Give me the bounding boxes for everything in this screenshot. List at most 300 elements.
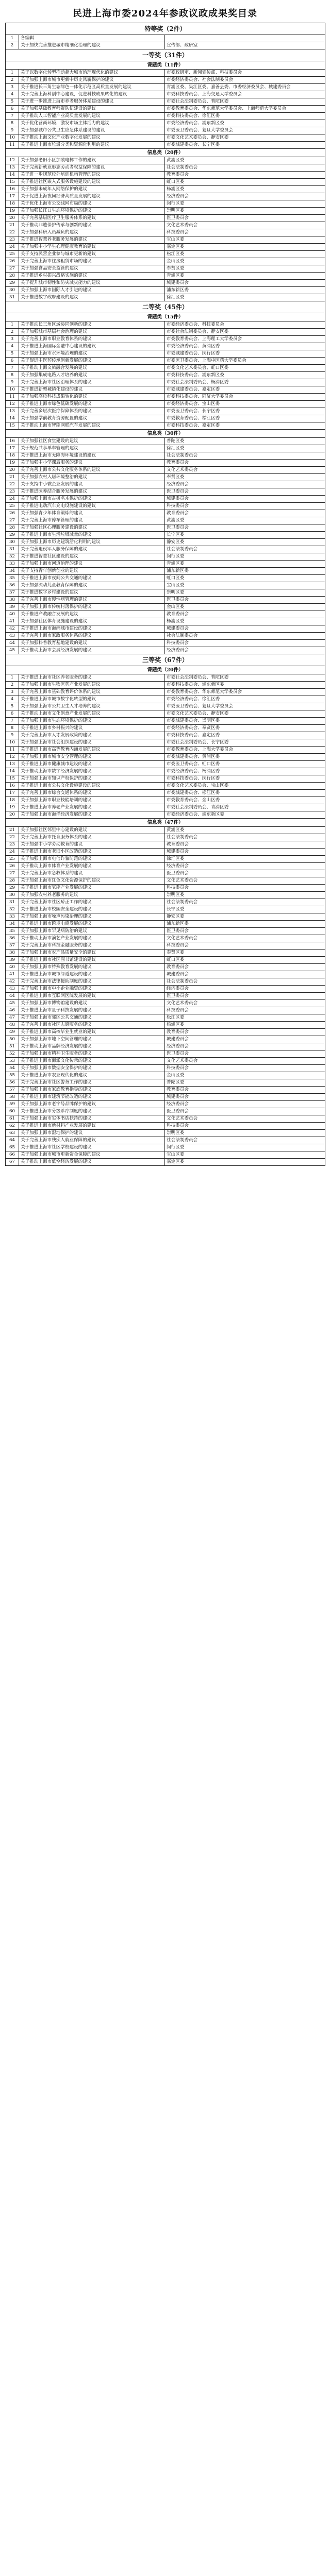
row-number: 18	[6, 797, 19, 804]
table-row	[6, 222, 325, 229]
row-number: 14	[6, 415, 19, 422]
row-title: 关于推动上海市品牌经济发展的建议	[19, 1043, 165, 1050]
row-number: 40	[6, 964, 19, 971]
table-row	[6, 827, 325, 834]
row-title: 关于加强上海市家庭教育指导的建议	[19, 1087, 165, 1094]
table-row	[6, 251, 325, 258]
table-row	[6, 1087, 325, 1094]
row-number: 1	[6, 321, 19, 329]
table-row	[6, 379, 325, 386]
row-title: 关于推动上海市文化创意产业发展的建议	[19, 710, 165, 718]
category-label: 课题类（11件）	[6, 61, 325, 70]
table-row	[6, 91, 325, 98]
row-unit: 松江区委	[165, 1014, 325, 1022]
row-title: 关于推进智慧社区建设的建议	[19, 553, 165, 561]
row-number: 7	[6, 113, 19, 120]
row-title: 关于加快完善推进城市精细化治理的建议	[19, 42, 165, 49]
row-number: 25	[6, 503, 19, 510]
row-title: 关于加强城市基层社会治理的建议	[19, 329, 165, 336]
table-row	[6, 964, 325, 971]
row-number: 47	[6, 1014, 19, 1022]
table-row	[6, 186, 325, 193]
row-number: 23	[6, 841, 19, 849]
table-row	[6, 70, 325, 77]
row-number: 60	[6, 1108, 19, 1115]
row-number: 51	[6, 1043, 19, 1050]
table-row	[6, 986, 325, 993]
row-title: 关于完善上海市综合交通体系的建议	[19, 790, 165, 797]
row-unit: 青浦区委、吴江区委、嘉善县委、市委经济委员会、城建委员会	[165, 84, 325, 91]
row-title: 关于加强农村养老服务的建议	[19, 892, 165, 899]
row-number: 28	[6, 877, 19, 885]
row-unit: 闵行区委	[165, 200, 325, 208]
row-title: 关于推进上海市海绵城市建设的建议	[19, 625, 165, 633]
row-unit: 市委城建委员会、崇明区委	[165, 718, 325, 725]
row-title: 关于推进上海市农业现代化的建议	[19, 1072, 165, 1079]
row-unit: 徐汇区委	[165, 294, 325, 301]
row-title: 关于完善上海市托育服务体系的建议	[19, 834, 165, 841]
row-unit: 医卫委员会	[165, 870, 325, 877]
row-unit: 市委文化艺术委员会、宝山区委	[165, 783, 325, 790]
row-unit: 市委经济委员会、徐汇区委	[165, 696, 325, 703]
row-number: 27	[6, 870, 19, 877]
award-table-body	[6, 23, 325, 1166]
row-unit: 市委经济委员会、杨浦区委	[165, 768, 325, 775]
row-number: 12	[6, 157, 19, 164]
row-number: 12	[6, 754, 19, 761]
table-row	[6, 343, 325, 350]
row-number: 30	[6, 539, 19, 546]
table-row	[6, 870, 325, 877]
row-number: 13	[6, 164, 19, 172]
table-row	[6, 113, 325, 120]
row-unit: 经济委员会	[165, 1101, 325, 1108]
row-unit: 教育委员会	[165, 841, 325, 849]
row-title: 关于加强科普教育基地建设的建议	[19, 640, 165, 647]
row-unit: 嘉定区委	[165, 1159, 325, 1166]
category-label: 信息类（20件）	[6, 149, 325, 157]
row-unit: 金山区委	[165, 258, 325, 265]
table-row	[6, 460, 325, 467]
table-row	[6, 336, 325, 343]
row-number: 20	[6, 467, 19, 474]
row-title: 关于推进上海市跨境电商发展的建议	[19, 921, 165, 928]
row-number: 17	[6, 193, 19, 200]
table-row	[6, 524, 325, 532]
table-row	[6, 208, 325, 215]
row-unit: 市委教育委员会、金山区委	[165, 797, 325, 804]
row-title: 关于支持民营企业参与城市更新的建议	[19, 251, 165, 258]
row-title: 关于推动上海文化产业数字化发展的建议	[19, 134, 165, 142]
table-row	[6, 739, 325, 747]
row-title: 关于推进数字乡村建设的建议	[19, 589, 165, 597]
table-row	[6, 1050, 325, 1058]
table-row	[6, 98, 325, 106]
table-row	[6, 1022, 325, 1029]
table-row	[6, 1159, 325, 1166]
tier-label: 二等奖（45件）	[6, 301, 325, 313]
row-number: 15	[6, 775, 19, 783]
row-unit: 市委城建委员会、嘉定区委	[165, 386, 325, 394]
row-title: 关于加强集成电路人才培养的建议	[19, 372, 165, 379]
table-row	[6, 532, 325, 539]
row-number: 24	[6, 244, 19, 251]
row-title: 关于推动上海市会展经济发展的建议	[19, 647, 165, 654]
row-number: 66	[6, 1151, 19, 1159]
row-title: 关于加强长江口生态环境保护的建议	[19, 208, 165, 215]
row-number: 46	[6, 1007, 19, 1014]
row-unit: 市委教育委员会、松江区委	[165, 415, 325, 422]
row-number: 65	[6, 1144, 19, 1151]
row-unit: 文化艺术委员会	[165, 877, 325, 885]
row-unit: 奉贤区委	[165, 265, 325, 273]
row-unit: 宝山区委	[165, 582, 325, 589]
row-title: 关于加强高校科技成果转化的建议	[19, 394, 165, 401]
table-row	[6, 236, 325, 244]
row-number: 3	[6, 336, 19, 343]
table-row	[6, 640, 325, 647]
row-title: 关于加强上海市地下空间管理的建议	[19, 1036, 165, 1043]
row-number: 36	[6, 582, 19, 589]
row-unit: 市委医卫委员会、上海中医药大学委员会	[165, 358, 325, 365]
row-unit: 城建委员会	[165, 1094, 325, 1101]
row-title: 关于完善上海市基础教育评价体系的建议	[19, 689, 165, 696]
row-unit: 市委科技委员会、浦东新区委	[165, 372, 325, 379]
table-row	[6, 386, 325, 394]
row-title: 关于推进电动汽车充电设施建设的建议	[19, 503, 165, 510]
row-number: 2	[6, 329, 19, 336]
table-row	[6, 633, 325, 640]
table-row	[6, 892, 325, 899]
row-unit: 市委经济委员会、浦东新区委	[165, 811, 325, 819]
row-number: 56	[6, 1079, 19, 1087]
row-number: 24	[6, 849, 19, 856]
table-row	[6, 696, 325, 703]
row-number: 64	[6, 1137, 19, 1144]
row-unit: 科技委员会	[165, 503, 325, 510]
row-number: 44	[6, 640, 19, 647]
row-title: 关于推进上海市乡村振兴的建议	[19, 725, 165, 732]
row-number: 11	[6, 747, 19, 754]
row-unit: 文化艺术委员会	[165, 467, 325, 474]
row-title: 关于加强老旧小区加装电梯工作的建议	[19, 157, 165, 164]
row-number: 20	[6, 215, 19, 222]
table-row	[6, 561, 325, 568]
table-row	[6, 885, 325, 892]
row-unit: 崇明区委	[165, 892, 325, 899]
row-title: 关于推进智慧养老服务发展的建议	[19, 236, 165, 244]
row-unit: 市委教育委员会、上海大学委员会	[165, 747, 325, 754]
row-title: 关于加强上海市中小企业融资的建议	[19, 986, 165, 993]
table-row	[6, 546, 325, 553]
row-number: 37	[6, 942, 19, 950]
row-number: 36	[6, 935, 19, 942]
table-row	[6, 725, 325, 732]
row-unit: 社会法制委员会	[165, 899, 325, 906]
row-unit: 宝山区委	[165, 1151, 325, 1159]
row-number: 15	[6, 422, 19, 430]
table-row	[6, 200, 325, 208]
table-row	[6, 1094, 325, 1101]
row-title: 关于推进上海市建筑节能改造的建议	[19, 1094, 165, 1101]
row-title: 关于推进社区嵌入式服务设施建设的建议	[19, 179, 165, 186]
row-unit: 宣传部、政研室	[165, 42, 325, 49]
row-title: 关于推进上海市无障碍环境建设的建议	[19, 452, 165, 460]
table-row	[6, 971, 325, 978]
row-unit: 教育委员会	[165, 510, 325, 517]
table-row	[6, 790, 325, 797]
row-unit: 市委医卫委员会、复旦大学委员会	[165, 703, 325, 710]
row-number: 4	[6, 343, 19, 350]
row-title: 关于推进上海市老旧小区改造的建议	[19, 849, 165, 856]
row-title: 关于推进上海市公共文化设施建设的建议	[19, 783, 165, 790]
table-row	[6, 568, 325, 575]
row-title: 关于加强科研人员减负的建议	[19, 229, 165, 236]
row-unit: 普陀区委	[165, 438, 325, 445]
row-number: 41	[6, 618, 19, 625]
row-title: 关于加强上海市古树名木保护的建议	[19, 496, 165, 503]
row-number: 1	[6, 35, 19, 42]
row-number: 17	[6, 445, 19, 452]
table-row	[6, 1101, 325, 1108]
table-row	[6, 258, 325, 265]
row-number: 39	[6, 957, 19, 964]
row-title: 关于加强上海市博物馆建设的建议	[19, 1000, 165, 1007]
tier-header-row	[6, 23, 325, 35]
table-row	[6, 899, 325, 906]
row-number: 23	[6, 488, 19, 496]
row-title: 关于完善上海市停车管理的建议	[19, 517, 165, 524]
row-unit: 教育委员会	[165, 1087, 325, 1094]
row-number: 14	[6, 172, 19, 179]
row-number: 45	[6, 647, 19, 654]
row-unit: 教育委员会	[165, 460, 325, 467]
row-title: 关于加强上海市社会组织建设的建议	[19, 739, 165, 747]
row-unit: 市委社会法制委员会、静安区委	[165, 329, 325, 336]
table-row	[6, 1130, 325, 1137]
table-row	[6, 761, 325, 768]
row-unit: 市委经济委员会、奉贤区委	[165, 725, 325, 732]
row-number: 25	[6, 251, 19, 258]
row-unit: 杨浦区委	[165, 186, 325, 193]
row-number: 30	[6, 287, 19, 294]
table-row	[6, 978, 325, 986]
row-title: 关于推进上海市城市绿道建设的建议	[19, 971, 165, 978]
row-unit: 黄浦区委	[165, 157, 325, 164]
table-row	[6, 134, 325, 142]
row-unit: 市委教育委员会、上海理工大学委员会	[165, 336, 325, 343]
row-number: 18	[6, 200, 19, 208]
table-row	[6, 329, 325, 336]
row-unit: 静安区委	[165, 913, 325, 921]
row-number: 22	[6, 834, 19, 841]
table-row	[6, 1043, 325, 1050]
row-title: 关于推进乡村振兴战略实施的建议	[19, 273, 165, 280]
row-number: 37	[6, 589, 19, 597]
row-number: 32	[6, 553, 19, 561]
row-unit: 市委社会法制委员会、普陀区委	[165, 98, 325, 106]
row-title: 关于加强上海市老字号品牌保护的建议	[19, 1101, 165, 1108]
row-number: 7	[6, 365, 19, 372]
table-row	[6, 647, 325, 654]
row-unit: 奉贤区委	[165, 474, 325, 481]
row-number: 8	[6, 372, 19, 379]
row-title: 关于完善上海市职业教育体系的建议	[19, 336, 165, 343]
row-unit: 社会法制委员会	[165, 834, 325, 841]
table-row	[6, 935, 325, 942]
row-unit: 教育委员会	[165, 172, 325, 179]
row-title: 关于推进上海市高校毕业生就业的建议	[19, 1029, 165, 1036]
row-unit: 经济委员会	[165, 1043, 325, 1050]
row-number: 23	[6, 236, 19, 244]
row-number: 53	[6, 1058, 19, 1065]
row-title: 关于加强农村人居环境整治的建议	[19, 474, 165, 481]
row-title: 关于完善上海市急救体系的建议	[19, 870, 165, 877]
row-number: 3	[6, 689, 19, 696]
table-row	[6, 1137, 325, 1144]
table-row	[6, 877, 325, 885]
row-number: 7	[6, 718, 19, 725]
row-title: 各编辑	[19, 35, 165, 42]
table-row	[6, 682, 325, 689]
table-row	[6, 718, 325, 725]
row-number: 11	[6, 394, 19, 401]
table-row	[6, 783, 325, 790]
row-number: 5	[6, 703, 19, 710]
row-number: 45	[6, 1000, 19, 1007]
row-number: 21	[6, 222, 19, 229]
row-title: 关于加强上海市历史建筑活化利用的建议	[19, 539, 165, 546]
row-number: 55	[6, 1072, 19, 1079]
row-number: 6	[6, 106, 19, 113]
row-number: 20	[6, 811, 19, 819]
tier-label: 三等奖（67件）	[6, 654, 325, 666]
row-unit: 市委科技委员会、嘉定区委	[165, 732, 325, 739]
table-row	[6, 280, 325, 287]
row-number: 4	[6, 91, 19, 98]
row-title: 关于加强上海市数据安全保护的建议	[19, 1065, 165, 1072]
category-header-row	[6, 819, 325, 827]
row-title: 关于推进上海市养老产业发展的建议	[19, 804, 165, 811]
row-title: 关于推动上海市数字经济发展的建议	[19, 768, 165, 775]
row-number: 22	[6, 229, 19, 236]
row-number: 4	[6, 696, 19, 703]
row-unit: 城建委员会	[165, 849, 325, 856]
row-title: 关于推进上海市海派文化传承的建议	[19, 1058, 165, 1065]
row-title: 关于完善上海科创中心建设，促进科技成果转化的建议	[19, 91, 165, 98]
row-unit: 医卫委员会	[165, 1108, 325, 1115]
row-unit: 教育委员会	[165, 611, 325, 618]
row-unit	[165, 35, 325, 42]
row-unit: 虹口区委	[165, 575, 325, 582]
table-row	[6, 811, 325, 819]
table-row	[6, 768, 325, 775]
table-row	[6, 689, 325, 696]
row-unit: 市委教育委员会、华东师范大学委员会、上海师范大学委员会	[165, 106, 325, 113]
row-unit: 金山区委	[165, 1072, 325, 1079]
row-unit: 市委社会法制委员会、杨浦区委	[165, 379, 325, 386]
row-title: 关于加强未成年人网络保护的建议	[19, 186, 165, 193]
table-row	[6, 350, 325, 358]
row-number: 1	[6, 674, 19, 682]
row-title: 关于推进新型城镇化建设的建议	[19, 386, 165, 394]
table-row	[6, 372, 325, 379]
row-unit: 科技委员会	[165, 885, 325, 892]
tier-header-row	[6, 301, 325, 313]
table-row	[6, 229, 325, 236]
table-row	[6, 193, 325, 200]
row-number: 8	[6, 120, 19, 127]
row-number: 31	[6, 546, 19, 553]
table-row	[6, 1108, 325, 1115]
tier-header-row	[6, 49, 325, 61]
row-number: 1	[6, 70, 19, 77]
row-title: 关于完善上海市住房租赁市场的建议	[19, 258, 165, 265]
row-unit: 社会法制委员会	[165, 978, 325, 986]
row-title: 关于加强学前教育资源配置的建议	[19, 415, 165, 422]
table-row	[6, 747, 325, 754]
row-title: 关于加强上海市传统村落保护的建议	[19, 604, 165, 611]
table-row	[6, 589, 325, 597]
table-row	[6, 294, 325, 301]
row-title: 关于加强上海市红色文化资源保护的建议	[19, 877, 165, 885]
row-unit: 市委科技委员会、徐汇区委	[165, 113, 325, 120]
row-unit: 医卫委员会	[165, 928, 325, 935]
table-row	[6, 841, 325, 849]
row-unit: 长宁区委	[165, 906, 325, 913]
row-title: 关于进一步推进上海市养老服务体系建设的建议	[19, 98, 165, 106]
row-number: 33	[6, 561, 19, 568]
table-row	[6, 553, 325, 561]
row-unit: 市委经济委员会、科技委员会	[165, 321, 325, 329]
table-row	[6, 365, 325, 372]
row-number: 49	[6, 1029, 19, 1036]
row-title: 关于加强上海市精神卫生服务的建议	[19, 1050, 165, 1058]
row-title: 关于完善多层次医疗保障体系的建议	[19, 408, 165, 415]
row-title: 关于加强社区邻里中心建设的建议	[19, 827, 165, 834]
row-title: 关于推进医养结合服务发展的建议	[19, 488, 165, 496]
row-number: 24	[6, 496, 19, 503]
row-number: 8	[6, 725, 19, 732]
row-unit: 崇明区委	[165, 208, 325, 215]
row-number: 27	[6, 517, 19, 524]
row-number: 10	[6, 739, 19, 747]
row-title: 关于推进数字政府建设的建议	[19, 294, 165, 301]
table-row	[6, 1079, 325, 1087]
row-number: 9	[6, 127, 19, 134]
row-unit: 经济委员会	[165, 863, 325, 870]
row-title: 关于加强上海市生物医药产业发展的建议	[19, 682, 165, 689]
table-row	[6, 582, 325, 589]
row-number: 29	[6, 280, 19, 287]
table-row	[6, 401, 325, 408]
table-row	[6, 957, 325, 964]
row-number: 62	[6, 1123, 19, 1130]
row-title: 关于推进上海市生活垃圾减量的建议	[19, 532, 165, 539]
row-number: 3	[6, 84, 19, 91]
row-title: 关于推动长三角区域协同创新的建议	[19, 321, 165, 329]
row-title: 关于加强上海市城市更新资金保障的建议	[19, 1151, 165, 1159]
row-title: 关于提升城市韧性和防灾减灾能力的建议	[19, 280, 165, 287]
row-number: 34	[6, 568, 19, 575]
table-row	[6, 106, 325, 113]
table-row	[6, 1007, 325, 1014]
row-title: 关于推进长三角生态绿色一体化示范区高质量发展的建议	[19, 84, 165, 91]
row-unit: 教育委员会	[165, 964, 325, 971]
category-header-row	[6, 149, 325, 157]
row-unit: 闵行区委	[165, 1144, 325, 1151]
table-row	[6, 467, 325, 474]
